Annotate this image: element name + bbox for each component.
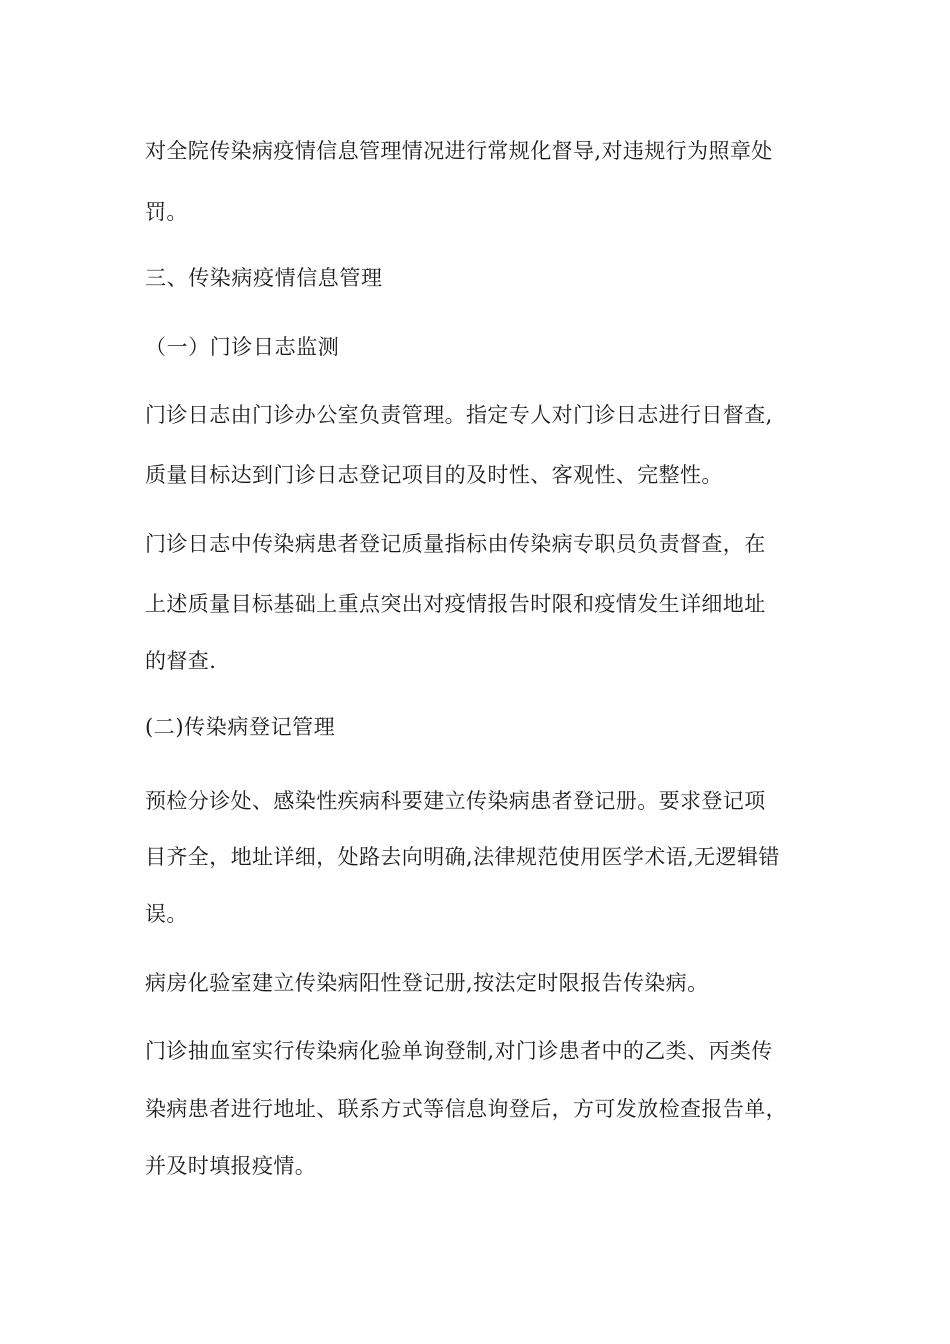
paragraph-line: 门诊日志由门诊办公室负责管理。指定专人对门诊日志进行日督查, [145,403,773,427]
paragraph-line: 罚。 [145,200,188,224]
paragraph-line: 并及时填报疫情。 [145,1154,317,1178]
subsection-heading: (二)传染病登记管理 [145,715,336,739]
paragraph-line: 病房化验室建立传染病阳性登记册,按法定时限报告传染病。 [145,971,709,995]
paragraph-line: 门诊日志中传染病患者登记质量指标由传染病专职员负责督查，在 [145,532,766,556]
paragraph-line: 目齐全，地址详细，处路去向明确,法律规范使用医学术语,无逻辑错 [145,845,780,869]
paragraph-line: 染病患者进行地址、联系方式等信息询登后，方可发放检查报告单， [145,1097,787,1121]
paragraph-line: 上述质量目标基础上重点突出对疫情报告时限和疫情发生详细地址 [145,592,766,616]
subsection-heading: （一）门诊日志监测 [145,335,340,359]
paragraph-line: 质量目标达到门诊日志登记项目的及时性、客观性、完整性。 [145,463,723,487]
paragraph-line: 误。 [145,902,188,926]
paragraph-line: 预检分诊处、感染性疾病科要建立传染病患者登记册。要求登记项 [145,789,766,813]
paragraph-line: 的督查. [145,649,217,673]
paragraph-line: 门诊抽血室实行传染病化验单询登制,对门诊患者中的乙类、丙类传 [145,1039,773,1063]
section-heading: 三、传染病疫情信息管理 [145,266,383,290]
paragraph-line: 对全院传染病疫情信息管理情况进行常规化督导,对违规行为照章处 [145,139,773,163]
